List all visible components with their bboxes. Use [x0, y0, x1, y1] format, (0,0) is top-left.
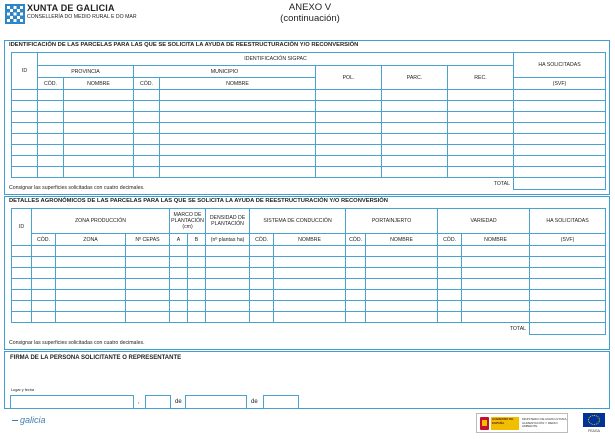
section1-note: Consignar las superficies solicitadas con cuatro decimales.	[9, 185, 145, 191]
galicia-line-icon	[12, 420, 18, 421]
portainjerto-cod-header: CÓD.	[346, 234, 366, 246]
table-row[interactable]	[12, 134, 606, 145]
zona-produccion-header: ZONA PRODUCCIÓN	[32, 209, 170, 234]
parcel-identification-table	[11, 52, 606, 190]
rec-header: REC.	[448, 66, 514, 90]
mun-cod-header: CÓD.	[134, 78, 160, 90]
eu-stars-icon	[588, 415, 600, 425]
col-id-header: ID	[12, 209, 32, 246]
table-row[interactable]	[12, 112, 606, 123]
table-row[interactable]	[12, 257, 606, 268]
sistema-cod-header: CÓD.	[250, 234, 274, 246]
parc-header: PARC.	[382, 66, 448, 90]
densidad-header: DENSIDAD DE PLANTACIÓN	[206, 209, 250, 234]
table-row[interactable]	[12, 123, 606, 134]
zona-header: ZONA	[56, 234, 126, 246]
table-row[interactable]	[12, 156, 606, 167]
table-row[interactable]	[12, 101, 606, 112]
org-department: CONSELLERÍA DO MEDIO RURAL E DO MAR	[27, 14, 137, 20]
signature-title: FIRMA DE LA PERSONA SOLICITANTE O REPRESENTANTE	[10, 355, 182, 361]
org-name: XUNTA DE GALICIA	[27, 3, 115, 13]
comma-separator: ,	[138, 399, 140, 405]
spain-coat-of-arms-icon	[480, 417, 489, 430]
col-id-header: ID	[12, 53, 38, 90]
ha-header: HA SOLICITADAS	[530, 209, 606, 234]
total-value-field[interactable]	[514, 178, 606, 190]
variedad-nombre-header: NOMBRE	[462, 234, 530, 246]
table-row[interactable]	[12, 301, 606, 312]
portainjerto-nombre-header: NOMBRE	[366, 234, 438, 246]
annex-subtitle: (continuación)	[280, 12, 340, 24]
table-row[interactable]	[12, 145, 606, 156]
total-row	[12, 323, 606, 335]
marco-a-header: A	[170, 234, 188, 246]
prov-nombre-header: NOMBRE	[64, 78, 134, 90]
xunta-cross-icon	[5, 4, 25, 24]
page-footer	[0, 406, 615, 439]
svf-header: (SVF)	[530, 234, 606, 246]
feaga-label: FEAGA	[588, 429, 600, 433]
page-header	[0, 0, 615, 40]
svf-header: (SVF)	[514, 78, 606, 90]
ha-header: HA SOLICITADAS	[514, 53, 606, 78]
signature-section	[4, 351, 610, 409]
de-separator-2: de	[251, 399, 258, 405]
table-row[interactable]	[12, 279, 606, 290]
total-label: TOTAL	[12, 323, 530, 335]
place-date-label: Lugar y fecha	[11, 388, 35, 392]
section1-title: IDENTIFICACIÓN DE LAS PARCELAS PARA LAS QUE SE SOLICITA LA AYUDA DE REESTRUCTURACIÓN Y/O RECONVERSIÓN	[9, 42, 359, 48]
galicia-logo	[12, 415, 46, 425]
table-row[interactable]	[12, 90, 606, 101]
gobierno-espana-logo	[476, 413, 568, 433]
pol-header: POL.	[316, 66, 382, 90]
de-separator-1: de	[175, 399, 182, 405]
provincia-header: PROVINCIA	[38, 66, 134, 78]
portainjerto-header: PORTAINJERTO	[346, 209, 438, 234]
marco-header: MARCO DE PLANTACIÓN (cm)	[170, 209, 206, 234]
cepas-header: Nº CEPAS	[126, 234, 170, 246]
total-value-field[interactable]	[530, 323, 606, 335]
agronomic-details-table	[11, 208, 606, 335]
section2-note: Consignar las superficies solicitadas con cuatro decimales.	[9, 340, 145, 346]
ministry-label: MINISTERIO DE AGRICULTURA, ALIMENTACIÓN Y MEDIO AMBIENTE	[522, 417, 568, 429]
table-row[interactable]	[12, 167, 606, 178]
galicia-logo-text: galicia	[20, 415, 46, 425]
marco-b-header: B	[188, 234, 206, 246]
prov-cod-header: CÓD.	[38, 78, 64, 90]
table-row[interactable]	[12, 312, 606, 323]
sigpac-header: IDENTIFICACIÓN SIGPAC	[38, 53, 514, 66]
table-row[interactable]	[12, 246, 606, 257]
section2-title: DETALLES AGRONÓMICOS DE LAS PARCELAS PARA LAS QUE SE SOLICITA LA AYUDA DE REESTRUCTURACIÓN Y/O RECONVERSIÓN	[9, 198, 388, 204]
municipio-header: MUNICIPIO	[134, 66, 316, 78]
annex-title-main: ANEXO V	[288, 2, 332, 13]
annex-title	[240, 3, 380, 24]
variedad-cod-header: CÓD.	[438, 234, 462, 246]
table-row[interactable]	[12, 268, 606, 279]
sistema-header: SISTEMA DE CONDUCCIÓN	[250, 209, 346, 234]
table-row[interactable]	[12, 290, 606, 301]
total-label: TOTAL	[12, 178, 514, 190]
gov-label: GOBIERNO DE ESPAÑA	[492, 417, 514, 425]
variedad-header: VARIEDAD	[438, 209, 530, 234]
zona-cod-header: CÓD.	[32, 234, 56, 246]
plantas-ha-header: (nº plantas ha)	[206, 234, 250, 246]
sistema-nombre-header: NOMBRE	[274, 234, 346, 246]
eu-flag-icon	[583, 413, 605, 427]
parcel-identification-section	[4, 40, 610, 195]
mun-nombre-header: NOMBRE	[160, 78, 316, 90]
agronomic-details-section	[4, 196, 610, 350]
